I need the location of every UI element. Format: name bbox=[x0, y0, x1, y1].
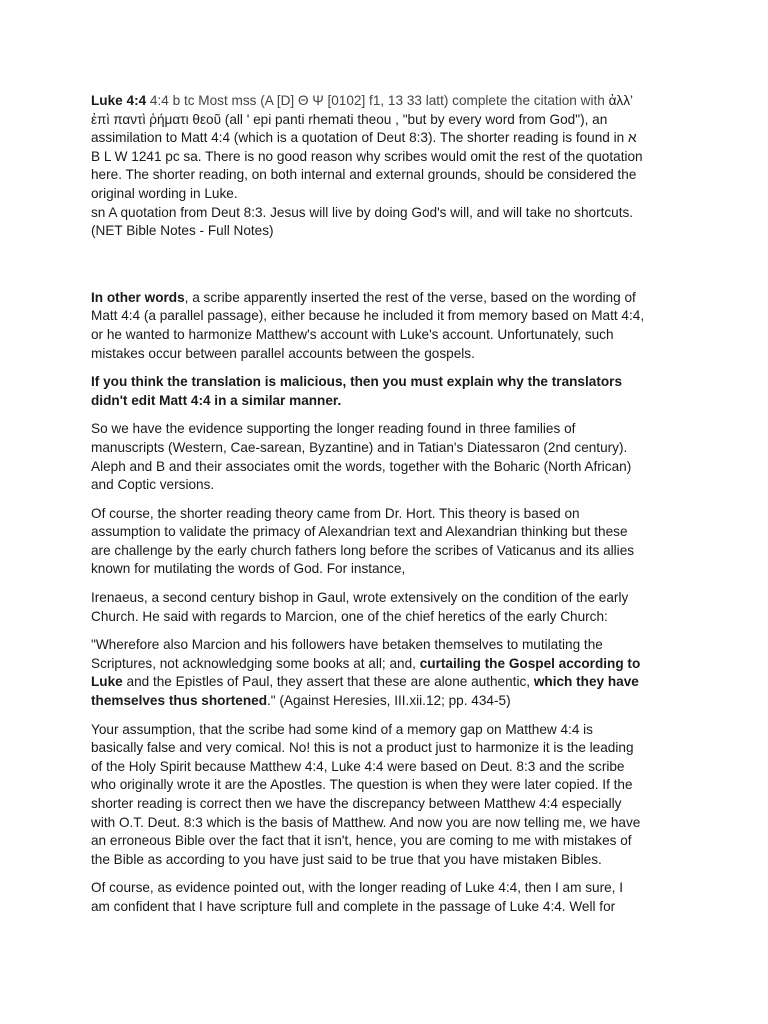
paragraph-quotation: "Wherefore also Marcion and his followers have betaken themselves to mutilating the Scriptures, not acknowledging some books at all; and, curtailing the Gospel according to Luke and the Epistles of Paul, they assert that these are alone authentic, which they have themselves thus shortened." (Against Heresies, III.xii.12; pp. 434-5) bbox=[91, 637, 641, 709]
paragraph-hort: Of course, the shorter reading theory came from Dr. Hort. This theory is based on assumption to validate the primacy of Alexandrian text and Alexandrian thinking but these are challenge by the early church fathers long before the scribes of Vaticanus and its allies known for mutilating the words of God. For instance, bbox=[91, 505, 635, 577]
paragraph-conclusion: Of course, as evidence pointed out, with the longer reading of Luke 4:4, then I am sure, I am confident that I have scripture full and complete in the passage of Luke 4:4. Well for bbox=[91, 880, 623, 914]
paragraph-net-note: Luke 4:4 4:4 b tc Most mss (A [D] Θ Ψ [0102] f1, 13 33 latt) complete the citation with ἀλλ’ ἐπὶ παντὶ ῥήματι θεοῦ (all ' epi panti rhemati theou , "but by every word from God"), an assimilation to Matt 4:4 (which is a quotation of Deut 8:3). The shorter reading is found in א B L W 1241 pc sa. There is no good reason why scribes would omit the rest of the quotation here. The shorter reading, on both internal and external grounds, should be considered the original wording in Luke. sn A quotation from Deut 8:3. Jesus will live by doing God's will, and will take no shortcuts. (NET Bible Notes - Full Notes) bbox=[91, 93, 643, 239]
paragraph-in-other-words: In other words, a scribe apparently inserted the rest of the verse, based on the wording of Matt 4:4 (a parallel passage), either because he included it from memory based on Matt 4:4, or he wanted to harmonize Matthew's account with Luke's account. Unfortunately, such mistakes occur between parallel accounts between the gospels. bbox=[91, 289, 645, 361]
reference-heading: Luke 4:4 bbox=[91, 93, 147, 108]
paragraph-irenaeus: Irenaeus, a second century bishop in Gaul, wrote extensively on the condition of the early Church. He said with regards to Marcion, one of the chief heretics of the early Church: bbox=[91, 590, 629, 624]
greek-text: ἀλλ’ bbox=[608, 93, 634, 108]
paragraph-evidence: So we have the evidence supporting the longer reading found in three families of manuscripts (Western, Cae-sarean, Byzantine) and in Tatian's Diatessaron (2nd century). Aleph and B and their associates omit the words, together with the Boharic (North African) and Coptic versions. bbox=[91, 421, 632, 493]
document-body bbox=[91, 92, 679, 917]
paragraph-bold-challenge: If you think the translation is malicious, then you must explain why the translators didn't edit Matt 4:4 in a similar manner. bbox=[91, 374, 623, 408]
greek-text: ἐπὶ παντὶ ῥήματι θεοῦ bbox=[91, 111, 222, 127]
paragraph-assumption: Your assumption, that the scribe had some kind of a memory gap on Matthew 4:4 is basically false and very comical. No! this is not a product just to harmonize it is the leading of the Holy Spirit because Matthew 4:4, Luke 4:4 were based on Deut. 8:3 and the scribe who originally wrote it are the Apostles. The question is when they were later copied. If the shorter reading is correct then we have the discrepancy between Matthew 4:4 especially with O.T. Deut. 8:3 which is the basis of Matthew. And now you are now telling me, we have an erroneous Bible over the fact that it isn't, hence, you are coming to me with mistakes of the Bible as according to you have just said to be true that you have mistaken Bibles. bbox=[91, 721, 641, 867]
